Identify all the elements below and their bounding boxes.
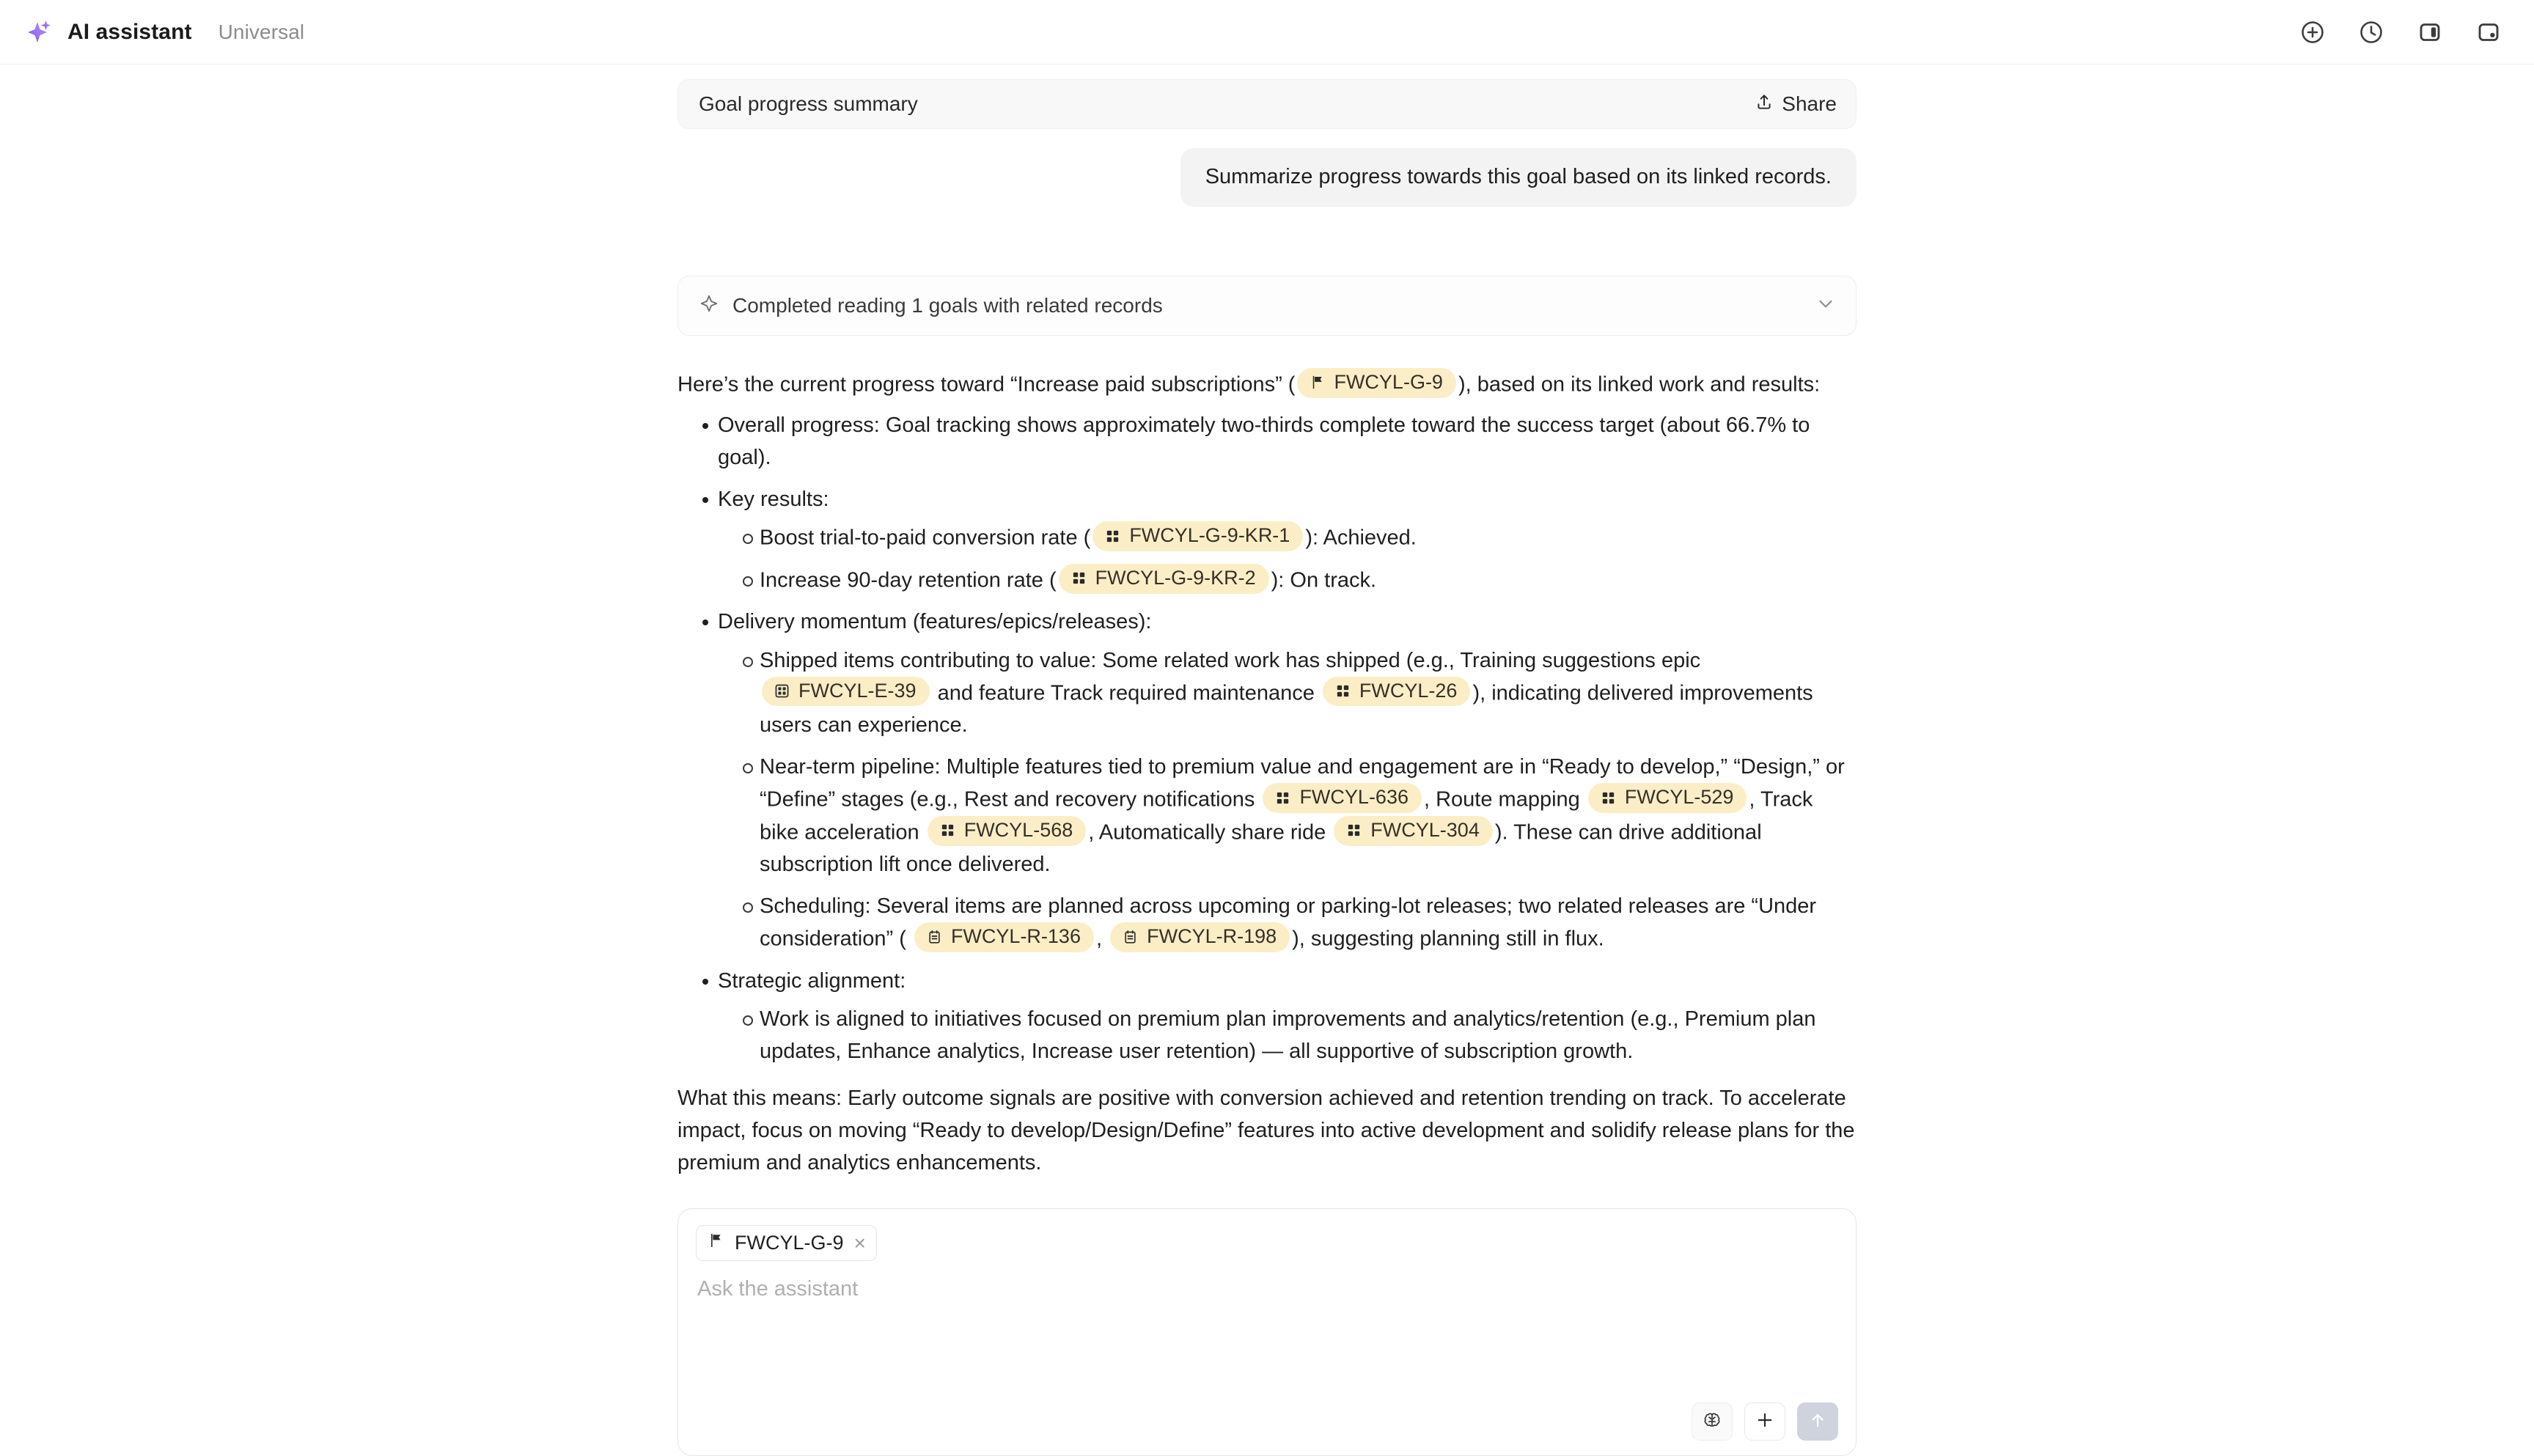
top-bar-actions: [2299, 19, 2508, 45]
key-results-label: Key results:: [718, 488, 829, 512]
feature-icon: [1345, 822, 1362, 839]
record-chip-label: FWCYL-26: [1359, 679, 1458, 702]
record-chip-goal[interactable]: [1297, 368, 1456, 398]
brand: [25, 18, 304, 47]
pipeline-text-2: , Route mapping: [1423, 787, 1580, 812]
scheduling-text-1: Scheduling: Several items are planned across upcoming or parking-lot releases; two related releases are “Under consideration” (: [760, 894, 1817, 951]
feature-icon: [1600, 790, 1617, 806]
overall-progress-text: Overall progress: Goal tracking shows approximately two-thirds complete toward the success target (about 66.7% to goal).: [718, 413, 1810, 470]
workspace-label: Universal: [218, 20, 305, 43]
brain-icon: [1702, 1410, 1722, 1434]
delivery-momentum-label: Delivery momentum (features/epics/releases):: [718, 610, 1152, 634]
scheduling-separator: ,: [1095, 927, 1103, 951]
list-item-strategic-alignment: [677, 965, 1857, 1067]
pipeline-text-4: , Automatically share ride: [1088, 820, 1326, 845]
list-item-pipeline: [718, 751, 1857, 880]
record-chip-label: FWCYL-R-136: [950, 925, 1081, 948]
pipeline-text-3: , Track bike acceleration: [760, 787, 1813, 845]
app-title: AI assistant: [67, 19, 192, 44]
top-bar: [0, 0, 2534, 65]
list-item-key-results: [677, 483, 1857, 596]
record-chip-epic-e39[interactable]: [762, 677, 930, 707]
scheduling-text-2: ), suggesting planning still in flux.: [1292, 927, 1604, 951]
pipeline-text-5: ). These can drive additional subscription lift once delivered.: [760, 820, 1762, 877]
feature-icon: [939, 822, 956, 839]
record-chip-label: FWCYL-R-198: [1147, 925, 1277, 948]
conversation-title: Goal progress summary: [699, 92, 918, 115]
send-button[interactable]: [1797, 1402, 1838, 1441]
key-result-icon: [1070, 570, 1087, 587]
record-chip-feature-636[interactable]: [1263, 783, 1422, 813]
key-results-sublist: [718, 521, 1857, 596]
plus-circle-icon[interactable]: [2299, 19, 2326, 45]
assistant-closing: What this means: Early outcome signals are positive with conversion achieved and retention trending on track. To accelerate impact, focus on moving “Ready to develop/Design/Define” features into active development and solidify release plans for the premium and analytics enhancements.: [677, 1087, 1855, 1175]
panel-layout-icon[interactable]: [2475, 19, 2502, 45]
context-chip[interactable]: [696, 1225, 877, 1261]
kr2-text-after: ): On track.: [1271, 568, 1377, 592]
sparkle-diamond-icon: [699, 293, 719, 317]
side-panel-icon[interactable]: [2417, 19, 2443, 45]
strategic-sublist: [718, 1003, 1857, 1067]
model-brain-button[interactable]: [1692, 1402, 1733, 1441]
record-chip-feature-304[interactable]: [1334, 816, 1493, 846]
user-message-row: [677, 148, 1857, 207]
strategic-alignment-label: Strategic alignment:: [718, 968, 906, 993]
arrow-up-icon: [1807, 1410, 1828, 1434]
composer-context-row: [696, 1225, 1838, 1261]
composer-actions: [696, 1402, 1838, 1441]
kr1-text-before: Boost trial-to-paid conversion rate (: [760, 526, 1091, 550]
record-chip-label: FWCYL-G-9-KR-1: [1129, 524, 1290, 547]
record-chip-release-198[interactable]: [1110, 922, 1290, 952]
chevron-down-icon[interactable]: [1815, 293, 1837, 318]
flag-icon: [1309, 374, 1326, 391]
clock-icon[interactable]: [2358, 19, 2384, 45]
sparkle-icon: [25, 18, 54, 47]
intro-text-after: ), based on its linked work and results:: [1458, 372, 1821, 397]
user-message: Summarize progress towards this goal based on its linked records.: [1180, 148, 1857, 207]
epic-icon: [774, 683, 790, 699]
chat-column: [677, 65, 1857, 1456]
close-icon[interactable]: ×: [853, 1231, 866, 1254]
list-item-kr1: [718, 521, 1857, 554]
kr2-text-before: Increase 90-day retention rate (: [760, 568, 1057, 592]
message-input[interactable]: Ask the assistant: [697, 1277, 859, 1301]
record-chip-label: FWCYL-568: [963, 818, 1073, 841]
kr1-text-after: ): Achieved.: [1305, 526, 1417, 550]
list-item-shipped: [718, 644, 1857, 742]
feature-icon: [1274, 790, 1291, 806]
pipeline-text-1: Near-term pipeline: Multiple features tied to premium value and engagement are in “Ready to develop,” “Design,” or “Define” stages (e.g., Rest and recovery notifications: [760, 755, 1845, 812]
list-item-strategic-detail: [718, 1003, 1857, 1067]
record-chip-feature-568[interactable]: [928, 816, 1087, 846]
record-chip-kr2[interactable]: [1059, 564, 1269, 594]
conversation-header: [677, 79, 1857, 129]
release-icon: [1122, 929, 1139, 946]
composer: [677, 1208, 1857, 1456]
key-result-icon: [1104, 528, 1121, 545]
list-item-kr2: [718, 564, 1857, 597]
strategic-detail-text: Work is aligned to initiatives focused on premium plan improvements and analytics/retention (e.g., Premium plan updates, Enhance analytics, Increase user retention) — all supportive of subscription growth.: [760, 1007, 1816, 1064]
attach-button[interactable]: [1744, 1402, 1785, 1441]
share-button[interactable]: [1755, 92, 1837, 117]
record-chip-kr1[interactable]: [1092, 521, 1303, 551]
list-item-overall-progress: [677, 409, 1857, 474]
feature-icon: [1334, 683, 1351, 699]
shipped-text-3: ), indicating delivered improvements users can experience.: [760, 681, 1813, 738]
tool-call-label: Completed reading 1 goals with related records: [732, 293, 1163, 317]
list-item-scheduling: [718, 890, 1857, 955]
shipped-text-2: and feature Track required maintenance: [937, 681, 1315, 705]
share-label: Share: [1782, 92, 1837, 115]
record-chip-label: FWCYL-E-39: [798, 679, 917, 702]
record-chip-label: FWCYL-636: [1299, 786, 1409, 809]
assistant-message: [677, 368, 1857, 1180]
assistant-intro: [677, 368, 1857, 401]
record-chip-feature-26[interactable]: [1323, 677, 1471, 707]
record-chip-release-136[interactable]: [914, 922, 1094, 952]
flag-icon: [707, 1232, 724, 1254]
record-chip-label: FWCYL-G-9-KR-2: [1095, 566, 1256, 589]
assistant-bullet-list: [677, 409, 1857, 1067]
context-chip-label: FWCYL-G-9: [735, 1232, 844, 1254]
share-upload-icon: [1755, 92, 1774, 117]
record-chip-feature-529[interactable]: [1588, 783, 1747, 813]
record-chip-label: FWCYL-304: [1370, 818, 1480, 841]
plus-icon: [1755, 1410, 1775, 1434]
release-icon: [926, 929, 943, 946]
delivery-sublist: [718, 644, 1857, 955]
record-chip-label: FWCYL-529: [1624, 786, 1734, 809]
list-item-delivery-momentum: [677, 606, 1857, 955]
record-chip-label: FWCYL-G-9: [1334, 370, 1443, 393]
chat-page: [0, 65, 2534, 1456]
tool-call-strip[interactable]: [677, 276, 1857, 336]
shipped-text-1: Shipped items contributing to value: Some related work has shipped (e.g., Training suggestions epic: [760, 648, 1701, 672]
intro-text-before: Here’s the current progress toward “Increase paid subscriptions” (: [677, 372, 1296, 397]
